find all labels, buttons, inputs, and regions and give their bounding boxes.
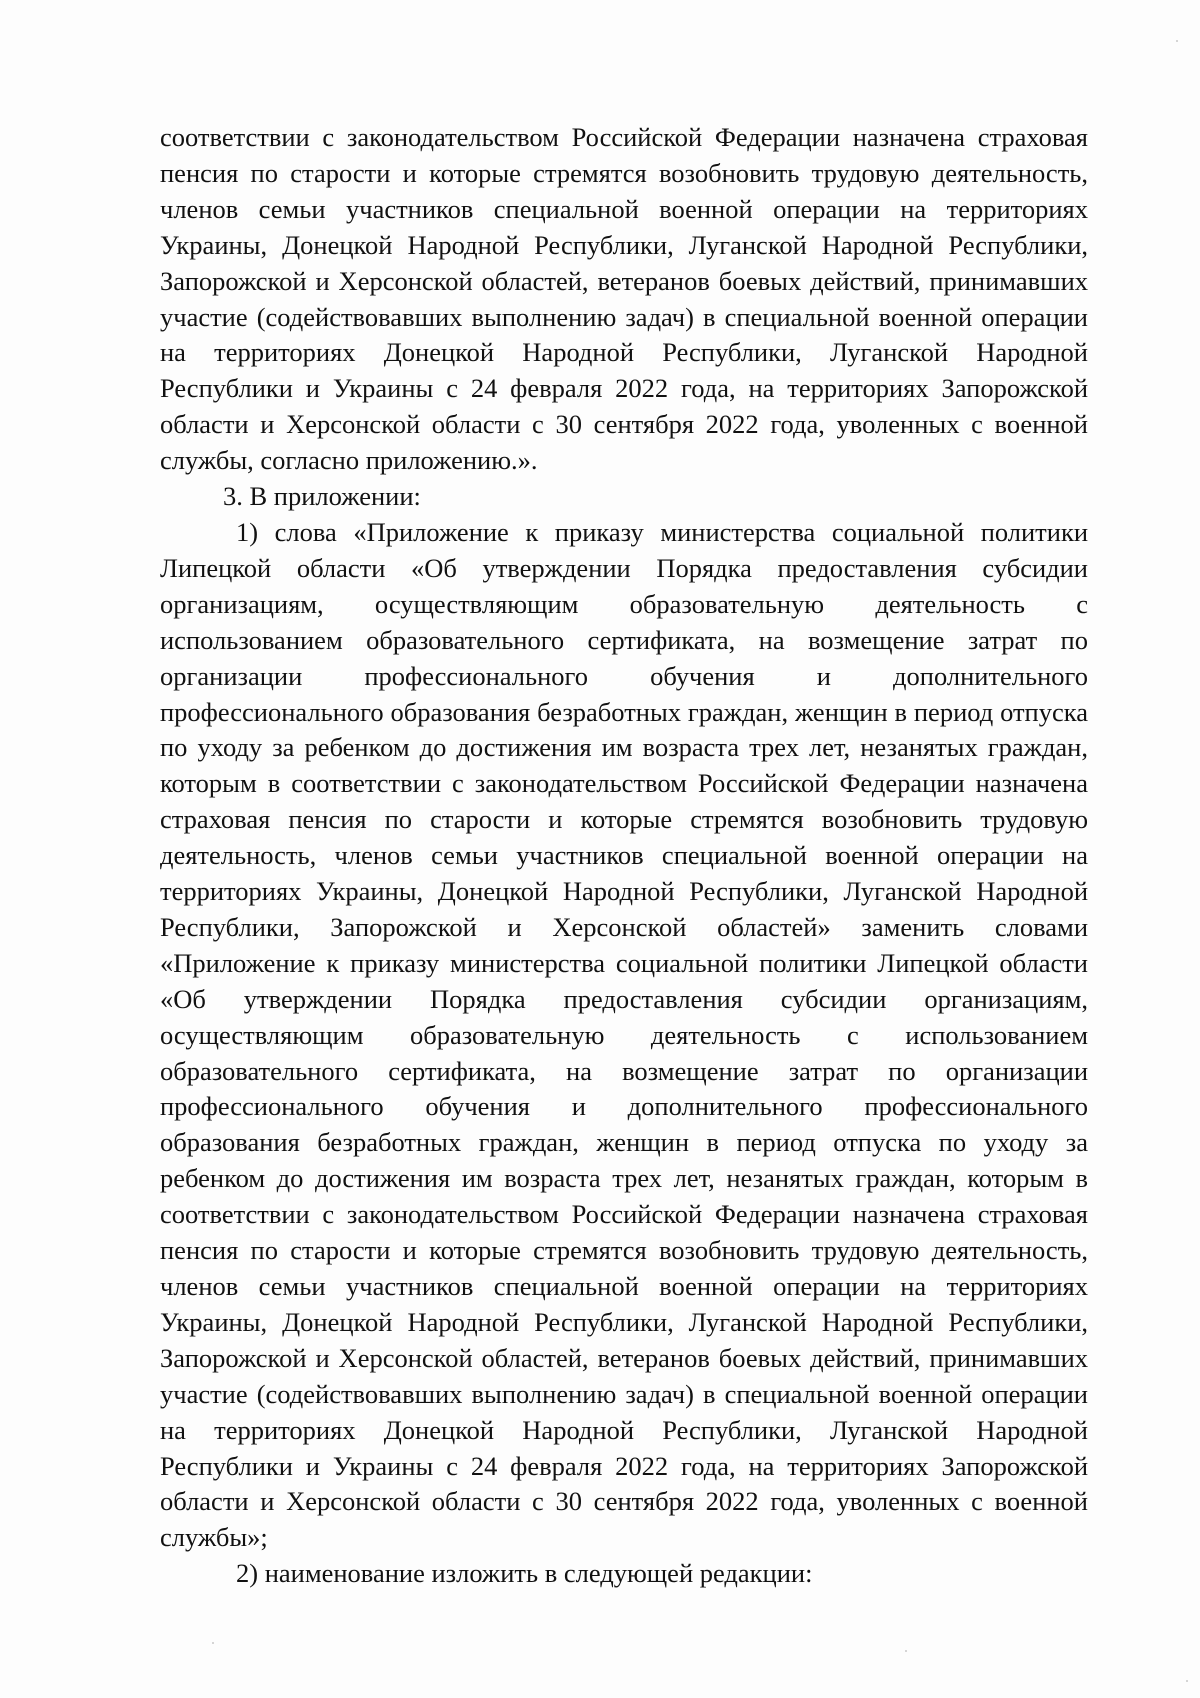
scan-speck	[1176, 40, 1178, 42]
scan-speck	[212, 1642, 214, 1644]
paragraph-continuation: соответствии с законодательством Российской Федерации назначена страховая пенсия по старости и которые стремятся возобновить трудовую деятельность, членов семьи участников специальной военной операции на территориях Украины, Донецкой Народной Республики, Луганской Народной Республики, Запорожской и Херсонской областей, ветеранов боевых действий, принимавших участие (содействовавших выполнению задач) в специальной военной операции на территориях Донецкой Народной Республики, Луганской Народной Республики и Украины с 24 февраля 2022 года, на территориях Запорожской области и Херсонской области с 30 сентября 2022 года, уволенных с военной службы, согласно приложению.».	[160, 122, 1088, 476]
paragraph-section-3: 3. В приложении:	[223, 481, 421, 512]
document-body	[160, 120, 1088, 1592]
paragraph-item-2: 2) наименование изложить в следующей редакции:	[236, 1558, 813, 1589]
scan-speck	[1186, 1680, 1188, 1682]
paragraph-item-1: 1) слова «Приложение к приказу министерства социальной политики Липецкой области «Об утверждении Порядка предоставления субсидии организациям, осуществляющим образовательную деятельность с использованием образовательного сертификата, на возмещение затрат по организации профессионального обучения и дополнительного профессионального образования безработных граждан, женщин в период отпуска по уходу за ребенком до достижения им возраста трех лет, незанятых граждан, которым в соответствии с законодательством Российской Федерации назначена страховая пенсия по старости и которые стремятся возобновить трудовую деятельность, членов семьи участников специальной военной операции на территориях Украины, Донецкой Народной Республики, Луганской Народной Республики, Запорожской и Херсонской областей» заменить словами «Приложение к приказу министерства социальной политики Липецкой области «Об утверждении Порядка предоставления субсидии организациям, осуществляющим образовательную деятельность с использованием образовательного сертификата, на возмещение затрат по организации профессионального обучения и дополнительного профессионального образования безработных граждан, женщин в период отпуска по уходу за ребенком до достижения им возраста трех лет, незанятых граждан, которым в соответствии с законодательством Российской Федерации назначена страховая пенсия по старости и которые стремятся возобновить трудовую деятельность, членов семьи участников специальной военной операции на территориях Украины, Донецкой Народной Республики, Луганской Народной Республики, Запорожской и Херсонской областей, ветеранов боевых действий, принимавших участие (содействовавших выполнению задач) в специальной военной операции на территориях Донецкой Народной Республики, Луганской Народной Республики и Украины с 24 февраля 2022 года, на территориях Запорожской области и Херсонской области с 30 сентября 2022 года, уволенных с военной службы»;	[160, 516, 1088, 1553]
scan-speck	[905, 1650, 907, 1652]
